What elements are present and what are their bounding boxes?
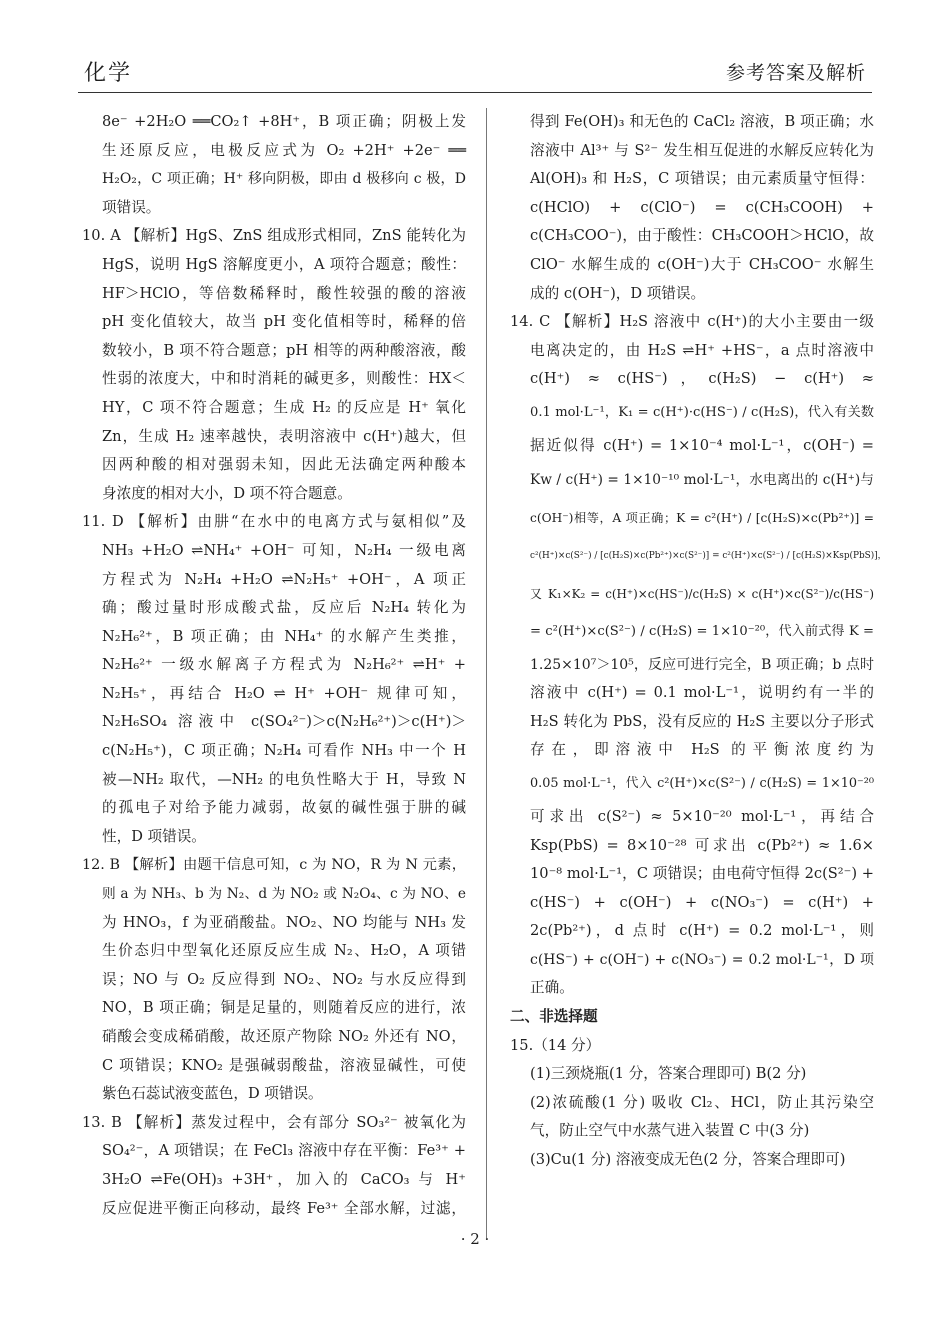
text-line: 被—NH₂ 取代，—NH₂ 的电负性略大于 H，导致 N: [102, 770, 466, 788]
text-line: 因两种酸的相对强弱未知，因此无法确定两种酸本: [102, 456, 466, 474]
text-line: N₂H₆SO₄ 溶液中 c(SO₄²⁻)＞c(N₂H₆²⁺)＞c(H⁺)＞: [102, 713, 466, 731]
header-title: 参考答案及解析: [725, 62, 866, 84]
text-line: 方程式为 N₂H₄ +H₂O ⇌N₂H₅⁺ +OH⁻，A 项正: [102, 570, 466, 588]
text-line: 15.（14 分）: [510, 1036, 601, 1054]
text-line: 0.1 mol·L⁻¹，K₁ = c(H⁺)·c(HS⁻) / c(H₂S)，代入有关数: [530, 404, 874, 420]
text-line: 13. B 【解析】蒸发过程中，会有部分 SO₃²⁻ 被氧化为: [82, 1113, 466, 1131]
text-line: 身浓度的相对大小，D 项不符合题意。: [102, 484, 352, 502]
text-line: SO₄²⁻，A 项错误；在 FeCl₃ 溶液中存在平衡：Fe³⁺ +: [102, 1142, 466, 1160]
column-divider: [486, 108, 487, 1238]
text-line: N₂H₆²⁺，B 项正确；由 NH₄⁺ 的水解产生类推，: [102, 627, 466, 645]
text-line: 生价态归中型氧化还原反应生成 N₂、H₂O，A 项错: [102, 942, 466, 960]
text-line: 项错误。: [102, 198, 161, 216]
text-line: 1.25×10⁷＞10⁵，反应可进行完全，B 项正确；b 点时: [530, 656, 874, 673]
header-rule: [78, 92, 872, 93]
text-line: 性，D 项错误。: [102, 827, 206, 845]
text-line: H₂S 转化为 PbS，没有反应的 H₂S 主要以分子形式: [530, 712, 874, 730]
text-line: (3)Cu(1 分) 溶液变成无色(2 分，答案合理即可): [530, 1151, 846, 1169]
text-line: = c²(H⁺)×c(S²⁻) / c(H₂S) = 1×10⁻²⁰，代入前式得 K =: [530, 623, 874, 639]
text-line: HF＞HClO，等倍数稀释时，酸性较强的酸的溶液: [102, 284, 466, 302]
text-line: Al(OH)₃ 和 H₂S，C 项错误；由元素质量守恒得：: [530, 170, 874, 188]
text-line: Ksp(PbS) = 8×10⁻²⁸ 可求出 c(Pb²⁺) ≈ 1.6×: [530, 836, 874, 854]
text-line: Kw / c(H⁺) = 1×10⁻¹⁰ mol·L⁻¹，水电离出的 c(H⁺)与: [530, 471, 874, 488]
text-line: 14. C 【解析】H₂S 溶液中 c(H⁺)的大小主要由一级: [510, 313, 874, 331]
text-line: 成的 c(OH⁻)，D 项错误。: [530, 284, 706, 302]
text-line: 性弱的浓度大，中和时消耗的碱更多，则酸性：HX＜: [102, 370, 466, 388]
text-line: c(N₂H₅⁺)，C 项正确；N₂H₄ 可看作 NH₃ 中一个 H: [102, 742, 466, 760]
text-line: 硝酸会变成稀硝酸，故还原产物除 NO₂ 外还有 NO，: [102, 1028, 466, 1045]
text-line: 11. D 【解析】由肼“在水中的电离方式与氨相似”及: [82, 513, 466, 531]
text-line: 8e⁻ +2H₂O ══CO₂↑ +8H⁺，B 项正确；阴极上发: [102, 113, 466, 130]
text-line: 0.05 mol·L⁻¹，代入 c²(H⁺)×c(S²⁻) / c(H₂S) = 1×10⁻²⁰: [530, 775, 874, 791]
text-line: (2)浓硫酸(1 分) 吸收 Cl₂、HCl，防止其污染空: [530, 1093, 874, 1111]
text-line: c(CH₃COO⁻)，由于酸性：CH₃COOH＞HClO，故: [530, 227, 874, 245]
text-line: ClO⁻ 水解生成的 c(OH⁻)大于 CH₃COO⁻ 水解生: [530, 255, 874, 273]
text-line: 反应促进平衡正向移动，最终 Fe³⁺ 全部水解，过滤，: [102, 1199, 466, 1217]
text-line: NO，B 项正确；铜是足量的，则随着反应的进行，浓: [102, 999, 466, 1017]
text-line: 二、非选择题: [510, 1008, 598, 1026]
text-line: 又 K₁×K₂ = c(H⁺)×c(HS⁻)/c(H₂S) × c(H⁺)×c(S²⁻)/c(HS⁻): [530, 586, 874, 601]
text-line: HY，C 项不符合题意；生成 H₂ 的反应是 H⁺ 氧化: [102, 398, 466, 416]
text-line: H₂O₂，C 项正确；H⁺ 移向阴极，即由 d 极移向 c 极，D: [102, 171, 466, 188]
text-line: 误；NO 与 O₂ 反应得到 NO₂、NO₂ 与水反应得到: [102, 970, 466, 988]
text-line: 为 HNO₃，f 为亚硝酸盐。NO₂、NO 均能与 NH₃ 发: [102, 913, 466, 931]
text-line: N₂H₆²⁺ 一级水解离子方程式为 N₂H₆²⁺ ⇌H⁺ +: [102, 656, 466, 674]
text-line: c(H⁺) ≈ c(HS⁻)，c(H₂S) − c(H⁺) ≈: [530, 370, 874, 388]
text-line: HgS，说明 HgS 溶解度更小，A 项符合题意；酸性：: [102, 255, 466, 273]
left-column: [82, 108, 466, 1223]
text-line: (1)三颈烧瓶(1 分，答案合理即可) B(2 分): [530, 1065, 807, 1083]
text-line: 溶液中 Al³⁺ 与 S²⁻ 发生相互促进的水解反应转化为: [530, 141, 874, 159]
text-line: C 项错误；KNO₂ 是强碱弱酸盐，溶液显碱性，可使: [102, 1056, 466, 1074]
text-line: c(HS⁻) + c(OH⁻) + c(NO₃⁻) = c(H⁺) +: [530, 893, 874, 911]
text-line: 3H₂O ⇌Fe(OH)₃ +3H⁺，加入的 CaCO₃ 与 H⁺: [102, 1170, 466, 1188]
text-line: 确；酸过量时形成酸式盐，反应后 N₂H₄ 转化为: [102, 599, 466, 617]
text-line: 10. A 【解析】HgS、ZnS 组成形式相同，ZnS 能转化为: [82, 227, 466, 245]
text-line: 气，防止空气中水蒸气进入装置 C 中(3 分): [530, 1122, 810, 1140]
text-line: 紫色石蕊试液变蓝色，D 项错误。: [102, 1085, 323, 1103]
text-line: 得到 Fe(OH)₃ 和无色的 CaCl₂ 溶液，B 项正确；水: [530, 113, 874, 130]
text-line: NH₃ +H₂O ⇌NH₄⁺ +OH⁻ 可知，N₂H₄ 一级电离: [102, 541, 466, 559]
text-line: 正确。: [530, 979, 574, 997]
text-line: 数较小，B 项不符合题意；pH 相等的两种酸溶液，酸: [102, 341, 466, 359]
text-line: 12. B 【解析】由题干信息可知，c 为 NO，R 为 N 元素，: [82, 857, 466, 874]
text-line: Zn，生成 H₂ 速率越快，表明溶液中 c(H⁺)越大，但: [102, 427, 466, 445]
text-line: 存在，即溶液中 H₂S 的平衡浓度约为: [530, 741, 874, 759]
text-line: pH 变化值较大，故当 pH 变化值相等时，稀释的倍: [102, 313, 466, 331]
text-line: c²(H⁺)×c(S²⁻) / [c(H₂S)×c(Pb²⁺)×c(S²⁻)] = c²(H⁺)×c(S²⁻) / [c(H₂S)×Ksp(PbS)]，: [530, 550, 887, 561]
text-line: c(HS⁻) + c(OH⁻) + c(NO₃⁻) = 0.2 mol·L⁻¹，D 项: [530, 951, 874, 968]
text-line: c(HClO) + c(ClO⁻) = c(CH₃COOH) +: [530, 198, 874, 216]
text-line: N₂H₅⁺，再结合 H₂O ⇌ H⁺ +OH⁻ 规律可知，: [102, 684, 466, 702]
text-line: 生还原反应，电极反应式为 O₂ +2H⁺ +2e⁻ ══: [102, 141, 466, 159]
text-line: 则 a 为 NH₃、b 为 N₂、d 为 NO₂ 或 N₂O₄、c 为 NO、e: [102, 886, 466, 903]
text-line: 2c(Pb²⁺)，d 点时 c(H⁺) = 0.2 mol·L⁻¹，则: [530, 922, 874, 940]
text-line: 据近似得 c(H⁺) = 1×10⁻⁴ mol·L⁻¹，c(OH⁻) =: [530, 436, 874, 454]
text-line: c(OH⁻)相等，A 项正确；K = c²(H⁺) / [c(H₂S)×c(Pb²⁺)] =: [530, 510, 874, 525]
text-line: 溶液中 c(H⁺) = 0.1 mol·L⁻¹，说明约有一半的: [530, 684, 874, 702]
page-number: · 2 ·: [460, 1230, 490, 1248]
text-line: 可求出 c(S²⁻) ≈ 5×10⁻²⁰ mol·L⁻¹，再结合: [530, 807, 874, 825]
header-subject: 化学: [84, 61, 133, 86]
text-line: 的孤电子对给予能力减弱，故氨的碱性强于肼的碱: [102, 799, 466, 817]
right-column: [510, 108, 887, 1175]
text-line: 10⁻⁸ mol·L⁻¹，C 项错误；由电荷守恒得 2c(S²⁻) +: [530, 865, 874, 883]
text-line: 电离决定的，由 H₂S ⇌H⁺ +HS⁻，a 点时溶液中: [530, 341, 874, 359]
